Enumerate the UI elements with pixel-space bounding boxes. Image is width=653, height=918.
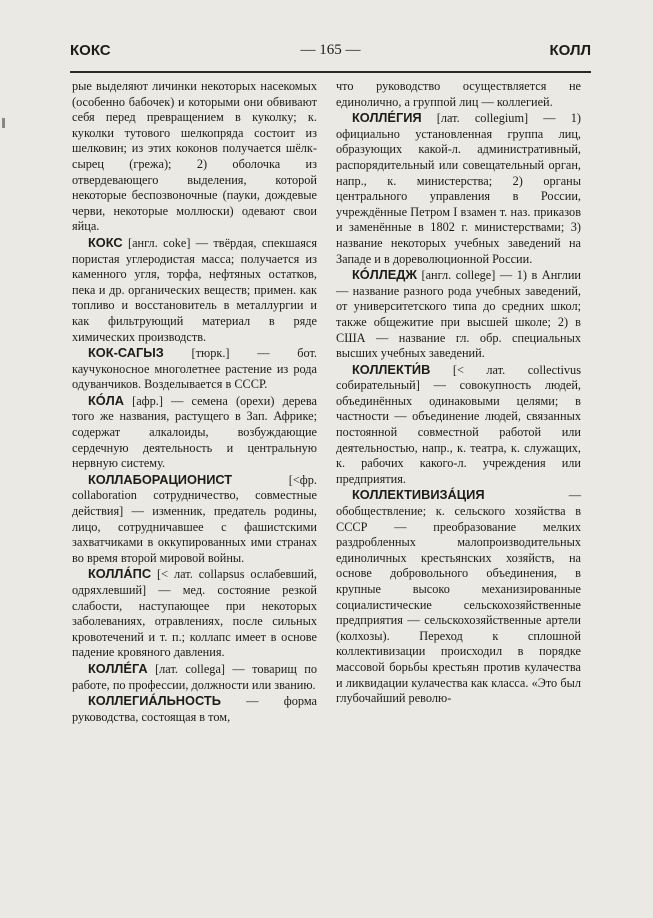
headword: КОК-САГЫЗ: [88, 345, 164, 361]
definition: — обобществление; к. сельского хозяйства в СССР — преобразование мелких раздробленных малопроизводительных единоличных крестьянских хозяйств, на основе добровольного объединения, в крупные высоко механизированные социалистические сельскохозяйственные предприятия — сельскохозяйственные артели (колхозы). Переход к сплошной коллективизации происходил в порядке массовой борьбы крестьян против кулачества и ликвидации кулачества как класса. «Это был глубочайший револю-: [336, 488, 581, 706]
entry: [336, 267, 581, 362]
entry: [336, 362, 581, 488]
header-right-word: КОЛЛ: [549, 42, 591, 59]
definition: [<фр. collaboration сотрудничество, совместные действия] — изменник, предатель родины, лицо, сотрудничавшее с фашистскими захватчиками в оккупированных ими странах во время второй мировой войны.: [72, 472, 317, 565]
margin-mark: [2, 118, 5, 128]
headword: КОЛЛÉГА: [88, 660, 148, 676]
entry: [72, 472, 317, 567]
definition: [< лат. collapsus ослабевший, одряхлевший] — мед. состояние резкой слабости, наступающее при некоторых заболеваниях, отравлениях, после сильных кровотечений и т. п.; коллапс имеет в основе падение кровяного давления.: [72, 567, 317, 660]
entry: [72, 78, 317, 235]
definition: — форма руководства, состоящая в том,: [72, 694, 317, 724]
definition: [лат. collegium] — 1) официально установленная группа лиц, образующих какой-л. административный, распорядительный или совещательный орган, напр., к. министерства; 2) органы центрального управления в России, учреждённые Петром I взамен т. наз. приказов и заменённые в 1802 г. министерствами; 3) название некоторых учебных заведений на Западе и в дореволюционной России.: [336, 111, 581, 266]
header-rule: [70, 71, 591, 73]
definition: рые выделяют личинки некоторых насекомых (особенно бабочек) и которыми они обвивают себя перед превращением в куколку; к. куколки тутового шелкопряда состоит из шелковин; из этих коконов получается шёлк-сырец (грежа); 2) оболочка из отвердевающего выделения, которой некоторые беспозвоночные (пауки, дождевые черви, некоторые моллюски) одевают свои яйца.: [72, 79, 317, 234]
page-number: — 165 —: [300, 42, 361, 58]
right-column: [336, 78, 581, 707]
headword: КОКС: [88, 234, 123, 250]
entry: [72, 345, 317, 393]
headword: КОЛЛЕГИÁЛЬНОСТЬ: [88, 693, 221, 709]
entry: [336, 110, 581, 267]
definition: [англ. coke] — твёрдая, спекшаяся пористая углеродистая масса; получается из каменного угля, торфа, нефтяных остатков, пека и др. органических веществ; примен. как топливо и восстановитель в металлургии и как фильтрующий материал в ряде химических производств.: [72, 235, 317, 344]
entry: [72, 661, 317, 693]
headword: КОЛЛЕКТИ́В: [352, 361, 431, 377]
headword: КОЛЛЕКТИВИЗÁЦИЯ: [352, 487, 485, 503]
header-left-word: КОКС: [70, 42, 111, 59]
definition: что руководство осуществляется не единолично, а группой лиц — коллегией.: [336, 79, 581, 109]
headword: КÓЛЛЕДЖ: [352, 267, 417, 283]
definition: [< лат. collectivus собирательный] — совокупность людей, объединённых одинаковыми целями; в частности — объединение людей, связанных постоянной совместной работой или деятельностью, напр., к. театра, к. служащих, к. рабочих какого-л. учреждения или предприятия.: [336, 362, 581, 486]
headword: КОЛЛÁПС: [88, 566, 152, 582]
entry: [72, 235, 317, 345]
headword: КОЛЛАБОРАЦИОНИСТ: [88, 471, 233, 487]
headword: КÓЛА: [88, 392, 124, 408]
headword: КОЛЛÉГИЯ: [352, 110, 422, 126]
entry: [336, 78, 581, 110]
left-column: [72, 78, 317, 725]
entry: [336, 487, 581, 706]
entry: [72, 693, 317, 725]
running-header: [70, 42, 591, 68]
entry: [72, 566, 317, 661]
definition: [тюрк.] — бот. каучуконосное многолетнее растение из рода одуванчиков. Возделывается в СССР.: [72, 346, 317, 392]
entry: [72, 393, 317, 472]
definition: [афр.] — семена (орехи) дерева того же названия, растущего в Зап. Африке; содержат алкалоиды, возбуждающие сердечную деятельность и центральную нервную систему.: [72, 393, 317, 471]
definition: [англ. college] — 1) в Англии — название разного рода учебных заведений, от университетского типа до средних школ; также общежитие при высшей школе; 2) в США — название гл. обр. специальных высших учебных заведений.: [336, 268, 581, 361]
definition: [лат. collega] — товарищ по работе, по профессии, должности или званию.: [72, 661, 317, 692]
